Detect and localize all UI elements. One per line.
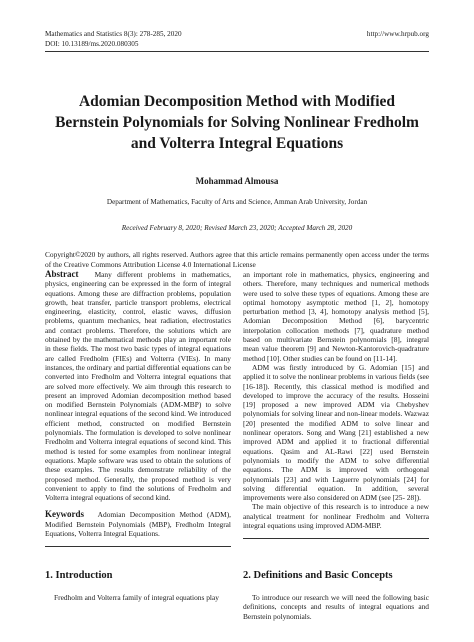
journal-header — [45, 29, 182, 49]
author-affiliation: Department of Mathematics, Faculty of Arts and Science, Amman Arab University, Jordan — [106, 198, 368, 206]
author-name: Mohammad Almousa — [195, 176, 279, 186]
publication-dates: Received February 8, 2020; Revised March 23, 2020; Accepted March 28, 2020 — [121, 224, 353, 232]
left-column — [45, 270, 231, 547]
section-introduction-heading: 1. Introduction — [45, 570, 113, 581]
header-rule — [45, 51, 429, 52]
keywords-text: Adomian Decomposition Method (ADM), Modified Bernstein Polynomials (MBP), Fredholm Integral Equations, Volterra Integral Equations. — [45, 510, 232, 539]
section-definitions-text: To introduce our research we will need the following basic definitions, concepts and results of integral equations and Bernstein polynomials. — [243, 593, 429, 621]
intro-paragraph-2: ADM was firstly introduced by G. Adomian [15] and applied it to solve the nonlinear problems in various fields (see [16-18]). Recently, this classical method is modified and developed to improve the accuracy of the results. Hosseini [19] proposed a new improved ADM via Chebyshev polynomials for solving linear and non-linear models. Wazwaz [20] presented the modified ADM to solve linear and nonlinear operators. Song and Wang [21] established a new improved ADM and applied it to fractional differential equations. Qasim and AL-Rawi [22] used Bernstein polynomials to modify the ADM to solve differential equations. The ADM is improved with orthogonal polynomials [23] and with Laguerre polynomials [24] for solving differential equation. In addition, several improvements were also considered on ADM (see [25- 28]). — [243, 362, 429, 503]
intro-paragraph-3: The main objective of this research is to introduce a new analytical treatment for nonlinear Fredholm and Volterra integral equations using improved ADM-MBP. — [243, 502, 429, 531]
keywords-label: Keywords — [45, 509, 84, 520]
copyright-notice: Copyright©2020 by authors, all rights reserved. Authors agree that this article remains permanently open access under the terms of the Creative Commons Attribution License 4.0 International License — [45, 250, 429, 269]
title-line-1: Adomian Decomposition Method with Modified — [78, 93, 396, 110]
keywords — [45, 510, 231, 538]
intro-paragraph-1: an important role in mathematics, physics, engineering and others. Therefore, many techniques and numerical methods were used to solve these types of equations. Among these are optimal homotopy asymptotic method [1, 2], homotopy perturbation method [3, 4], homotopy analysis method [5], Adomian Decomposition Method [6], barycentric interpolation collocation methods [7], quadrature method based on multivariate Bernstein polynomials [8], integral mean value theorem [9] and Newton-Kantorovich-quadrature method [10]. Other studies can be found on [11-14]. — [243, 270, 429, 363]
title-line-3: and Volterra Integral Equations — [130, 135, 344, 152]
section-introduction-text: Fredholm and Volterra family of integral equations play — [54, 593, 219, 602]
journal-citation: Mathematics and Statistics 8(3): 278-285, 2020 — [45, 30, 182, 38]
doi: DOI: 10.13189/ms.2020.080305 — [45, 40, 139, 48]
abstract — [45, 270, 231, 502]
right-column-rule — [243, 538, 429, 539]
paper-title — [45, 91, 429, 154]
keywords-rule — [45, 546, 231, 547]
section-definitions-heading: 2. Definitions and Basic Concepts — [243, 570, 393, 581]
abstract-text: Many different problems in mathematics, physics, engineering can be expressed in the form of integral equations. Among these are diffraction problems, population growth, heat transfer, particle transport problems, electrical engineering, elasticity, control, elastic waves, diffusion problems, quantum mechanics, heat radiation, electrostatics and contact problems. Therefore, the solutions which are obtained by the mathematical methods play an important role in these fields. The most two basic types of integral equations are called Fredholm (FIEs) and Volterra (VIEs). In many instances, the ordinary and partial differential equations can be converted into Fredholm and Volterra integral equations that are solved more effectively. We aim through this research to present an improved Adomian decomposition method based on modified Bernstein Polynomials (ADM-MBP) to solve nonlinear integral equations of the second kind. We introduced efficient method, constructed on modified Bernstein polynomials. The formulation is developed to solve nonlinear Fredholm and Volterra integral equations of second kind. This method is tested for some examples from nonlinear integral equations. Maple software was used to obtain the solutions of these examples. The results demonstrate reliability of the proposed method. Generally, the proposed method is very convenient to apply to find the solutions of Fredholm and Volterra integral equations of second kind. — [45, 270, 231, 503]
right-column — [243, 270, 429, 539]
title-line-2: Bernstein Polynomials for Solving Nonlinear Fredholm — [55, 114, 419, 131]
abstract-label: Abstract — [45, 269, 79, 279]
journal-url[interactable]: http://www.hrpub.org — [366, 30, 429, 38]
